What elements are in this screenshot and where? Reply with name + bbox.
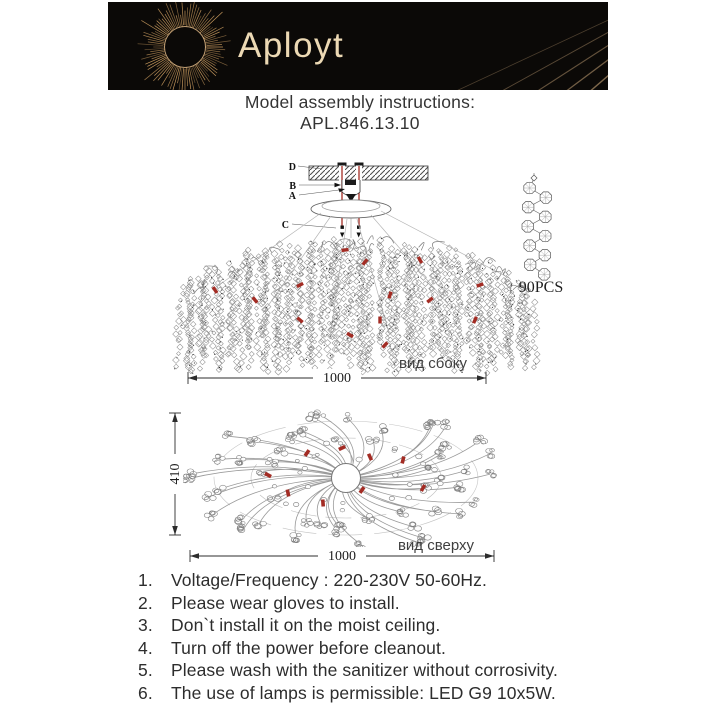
- instruction-item: [138, 593, 608, 616]
- part-label-a: A: [288, 191, 296, 202]
- starburst-icon: [138, 2, 231, 90]
- instruction-number: 2.: [138, 592, 153, 613]
- crystal-strand-icon: [522, 173, 552, 281]
- model-number: APL.846.13.10: [300, 113, 420, 133]
- top-width-value: 1000: [328, 549, 356, 564]
- instruction-text: Please wear gloves to install.: [171, 592, 400, 613]
- part-label-d: D: [288, 162, 296, 173]
- instruction-item: [138, 683, 608, 706]
- chandelier-top-view: [182, 410, 497, 550]
- depth-value: 410: [168, 463, 183, 485]
- assembly-diagram: [100, 140, 620, 570]
- side-width-value: 1000: [323, 371, 351, 386]
- ceiling-mount-drawing: [309, 163, 428, 239]
- part-label-c: C: [281, 220, 289, 231]
- brand-name: Aployt: [238, 26, 345, 65]
- instruction-number: 6.: [138, 682, 153, 703]
- crystal-count-label: 90PCS: [518, 279, 564, 296]
- instruction-text: Please wash with the sanitizer without corrosivity.: [171, 660, 559, 681]
- instruction-number: 4.: [138, 637, 153, 658]
- instruction-number: 1.: [138, 570, 153, 590]
- instructions-list: [138, 570, 608, 706]
- instruction-item: [138, 638, 608, 661]
- top-view-caption: вид сверху: [397, 537, 475, 554]
- instruction-item: [138, 660, 608, 683]
- instruction-number: 5.: [138, 660, 153, 681]
- title-block: [0, 92, 720, 134]
- instruction-number: 3.: [138, 615, 153, 636]
- instruction-text: The use of lamps is permissible: LED G9 10x5W.: [171, 682, 556, 703]
- chandelier-side-view: [173, 236, 540, 377]
- page-title: Model assembly instructions:: [244, 92, 476, 112]
- header-banner: [108, 2, 608, 90]
- part-label-b: B: [289, 181, 296, 192]
- side-view-caption: вид сбоку: [399, 355, 467, 372]
- instruction-item: [138, 570, 608, 593]
- banner-decoration: [108, 2, 608, 90]
- instruction-text: Don`t install it on the moist ceiling.: [171, 615, 441, 636]
- instruction-item: [138, 615, 608, 638]
- depth-dimension: [166, 413, 183, 535]
- instruction-text: Turn off the power before cleanout.: [171, 637, 446, 658]
- diagonal-rays-decoration: [170, 2, 608, 90]
- instruction-text: Voltage/Frequency : 220-230V 50-60Hz.: [171, 570, 487, 590]
